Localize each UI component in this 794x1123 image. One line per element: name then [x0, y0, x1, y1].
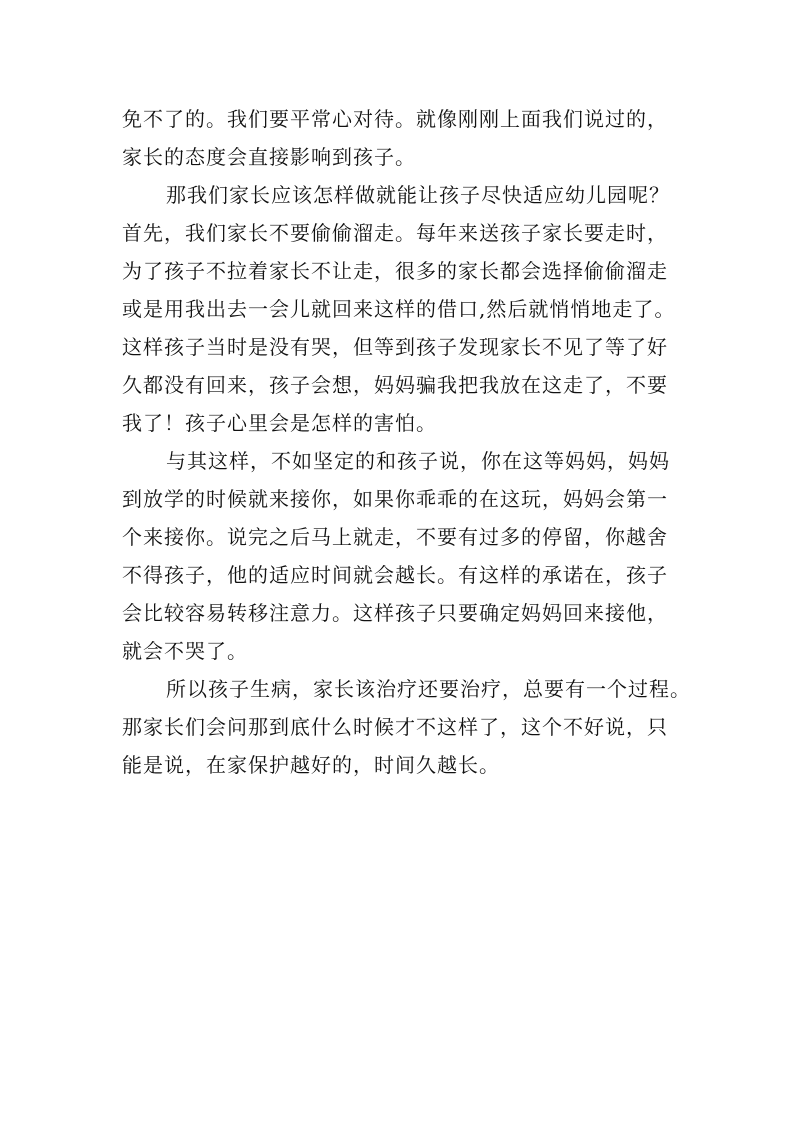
text-line: 能是说，在家保护越好的，时间久越长。 — [122, 753, 500, 777]
text-line: 首先，我们家长不要偷偷溜走。每年来送孩子家长要走时， — [122, 221, 668, 245]
text-line: 为了孩子不拉着家长不让走，很多的家长都会选择偷偷溜走 — [122, 259, 668, 283]
body-text — [122, 100, 691, 784]
text-line: 会比较容易转移注意力。这样孩子只要确定妈妈回来接他， — [122, 601, 668, 625]
text-line: 我了！孩子心里会是怎样的害怕。 — [122, 411, 437, 435]
text-line: 免不了的。我们要平常心对待。就像刚刚上面我们说过的， — [122, 107, 668, 131]
text-line: 家长的态度会直接影响到孩子。 — [122, 145, 416, 169]
text-line: 到放学的时候就来接你，如果你乖乖的在这玩，妈妈会第一 — [122, 487, 668, 511]
paragraph-start-line: 那我们家长应该怎样做就能让孩子尽快适应幼儿园呢？ — [166, 183, 670, 207]
paragraph-start-line: 所以孩子生病，家长该治疗还要治疗，总要有一个过程。 — [166, 677, 691, 701]
text-line: 或是用我出去一会儿就回来这样的借口,然后就悄悄地走了。 — [122, 297, 676, 321]
text-line: 就会不哭了。 — [122, 639, 248, 663]
text-line: 那家长们会问那到底什么时候才不这样了，这个不好说，只 — [122, 715, 668, 739]
text-line: 久都没有回来，孩子会想，妈妈骗我把我放在这走了，不要 — [122, 373, 668, 397]
text-line: 不得孩子，他的适应时间就会越长。有这样的承诺在，孩子 — [122, 563, 668, 587]
text-line: 个来接你。说完之后马上就走，不要有过多的停留，你越舍 — [122, 525, 668, 549]
text-line: 这样孩子当时是没有哭，但等到孩子发现家长不见了等了好 — [122, 335, 668, 359]
paragraph-start-line: 与其这样，不如坚定的和孩子说，你在这等妈妈，妈妈 — [166, 449, 670, 473]
